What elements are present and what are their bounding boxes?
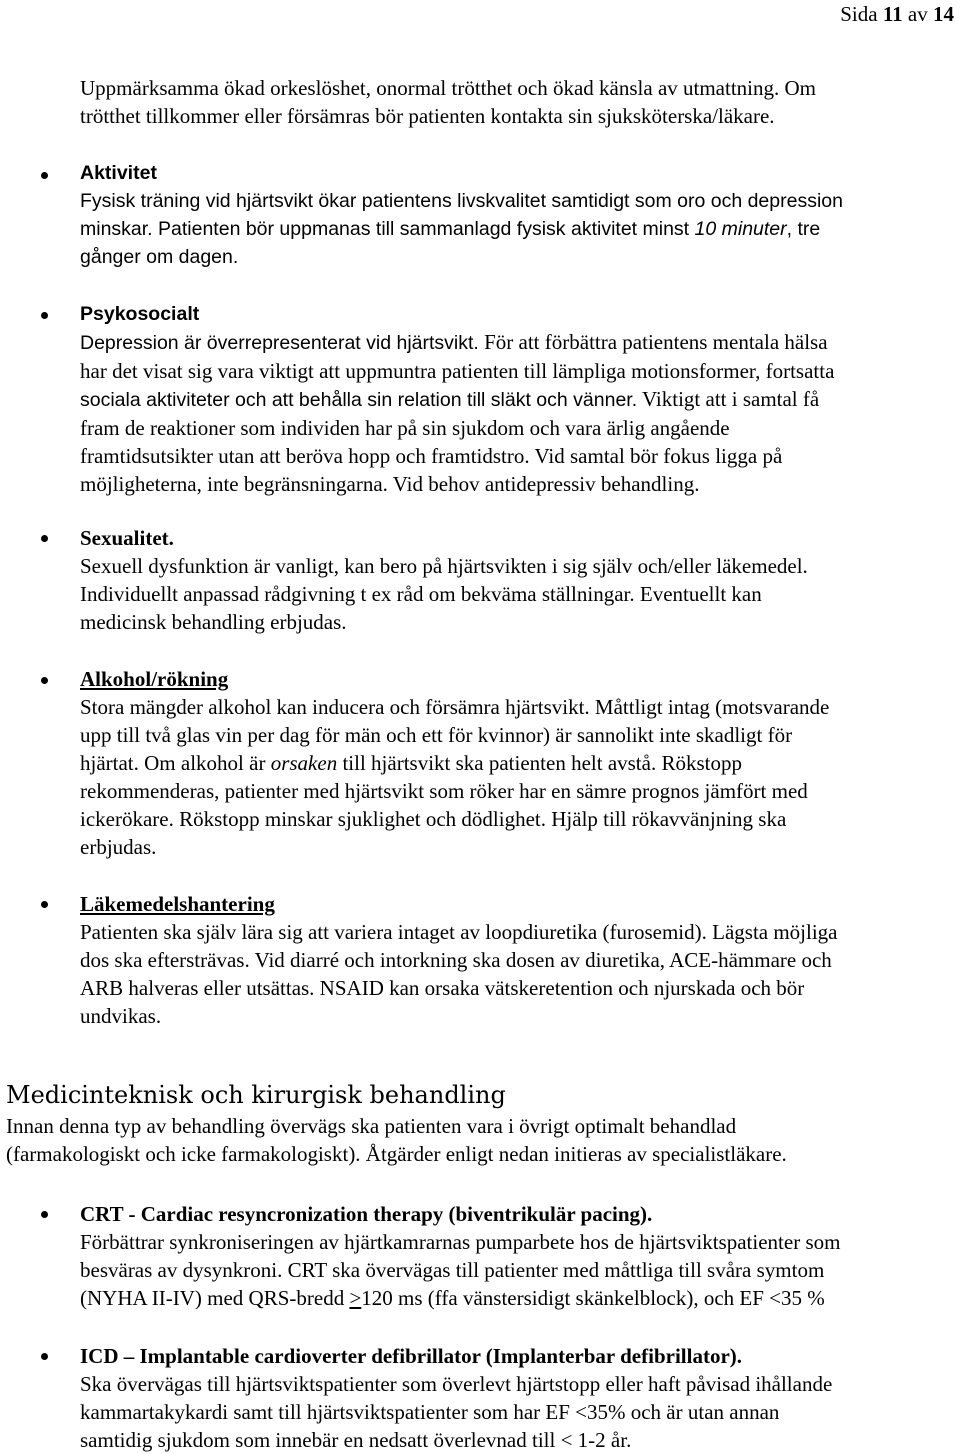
section-title: Medicinteknisk och kirurgisk behandling: [6, 1081, 506, 1109]
bullet-icon: [41, 1353, 48, 1360]
crt-section: CRT - Cardiac resyncronization therapy (biventrikulär pacing). Förbättrar synkroniseringen av hjärtkamrarnas pumparbete hos de hjärtsviktspatienter som besväras av dysynkroni. CRT ska övervägas till patienter med måttliga till svåra symtom (NYHA II-IV) med QRS-bredd >120 ms (ffa vänstersidigt skänkelblock), och EF <35 %: [80, 1200, 960, 1312]
bullet-icon: [41, 172, 48, 179]
bullet-icon: [41, 677, 48, 684]
aktivitet-heading: Aktivitet: [80, 162, 157, 184]
lakemedel-heading: Läkemedelshantering: [80, 892, 275, 916]
sexualitet-section: Sexualitet. Sexuell dysfunktion är vanligt, kan bero på hjärtsvikten i sig själv och/eller läkemedel. Individuellt anpassad rådgivning t ex råd om bekväma ställningar. Eventuellt kan medicinsk behandling erbjudas.: [80, 524, 960, 636]
psykosocialt-heading: Psykosocialt: [80, 303, 200, 325]
page-number: Sida 11 av 14: [840, 2, 954, 26]
icd-section: ICD – Implantable cardioverter defibrillator (Implanterbar defibrillator). Ska övervägas till hjärtsviktspatienter som överlevt hjärtstopp eller haft påvisad ihållande kammartakykardi samt till hjärtsviktspatienter som har EF <35% och är utan annan samtidig sjukdom som innebär en nedsatt överlevnad till < 1-2 år.: [80, 1342, 960, 1454]
bullet-icon: [41, 312, 48, 319]
sexualitet-heading: Sexualitet.: [80, 526, 174, 550]
alkohol-section: Alkohol/rökning Stora mängder alkohol kan inducera och försämra hjärtsvikt. Måttligt intag (motsvarande upp till två glas vin per dag för män och ett för kvinnor) är sannolikt inte skadligt för hjärtat. Om alkohol är orsaken till hjärtsvikt ska patienten helt avstå. Rökstopp rekommenderas, patienter med hjärtsvikt som röker har en sämre prognos jämfört med ickerökare. Rökstopp minskar sjuklighet och dödlighet. Hjälp till rökavvänjning ska erbjudas.: [80, 665, 960, 861]
crt-heading: CRT - Cardiac resyncronization therapy (biventrikulär pacing).: [80, 1202, 653, 1226]
bullet-icon: [41, 901, 48, 908]
intro-paragraph: Uppmärksamma ökad orkeslöshet, onormal trötthet och ökad känsla av utmattning. Om trötthet tillkommer eller försämras bör patienten kontakta sin sjuksköterska/läkare.: [80, 76, 817, 128]
lakemedel-section: Läkemedelshantering Patienten ska själv lära sig att variera intaget av loopdiuretika (furosemid). Lägsta möjliga dos ska eftersträvas. Vid diarré och intorkning ska dosen av diuretika, ACE-hämmare och ARB halveras eller utsättas. NSAID kan orsaka vätskeretention och njurskada och bör undvikas.: [80, 890, 960, 1030]
icd-heading: ICD – Implantable cardioverter defibrillator (Implanterbar defibrillator).: [80, 1344, 743, 1368]
aktivitet-section: Aktivitet Fysisk träning vid hjärtsvikt ökar patientens livskvalitet samtidigt som oro och depression minskar. Patienten bör uppmanas till sammanlagd fysisk aktivitet minst 10 minuter, tre gånger om dagen.: [80, 159, 960, 271]
psykosocialt-section: Psykosocialt Depression är överrepresenterat vid hjärtsvikt. För att förbättra patientens mentala hälsa har det visat sig vara viktigt att uppmuntra patienten till lämpliga motionsformer, fortsatta sociala aktiviteter och att behålla sin relation till släkt och vänner. Viktigt att i samtal få fram de reaktioner som individen har på sin sjukdom och vara ärlig angående framtidsutsikter utan att beröva hopp och framtidstro. Vid samtal bör fokus ligga på möjligheterna, inte begränsningarna. Vid behov antidepressiv behandling.: [80, 300, 960, 498]
section-intro: Innan denna typ av behandling övervägs ska patienten vara i övrigt optimalt behandlad (farmakologiskt och icke farmakologiskt). Åtgärder enligt nedan initieras av specialistläkare.: [6, 1114, 787, 1166]
bullet-icon: [41, 535, 48, 542]
bullet-icon: [41, 1211, 48, 1218]
alkohol-heading: Alkohol/rökning: [80, 667, 229, 691]
